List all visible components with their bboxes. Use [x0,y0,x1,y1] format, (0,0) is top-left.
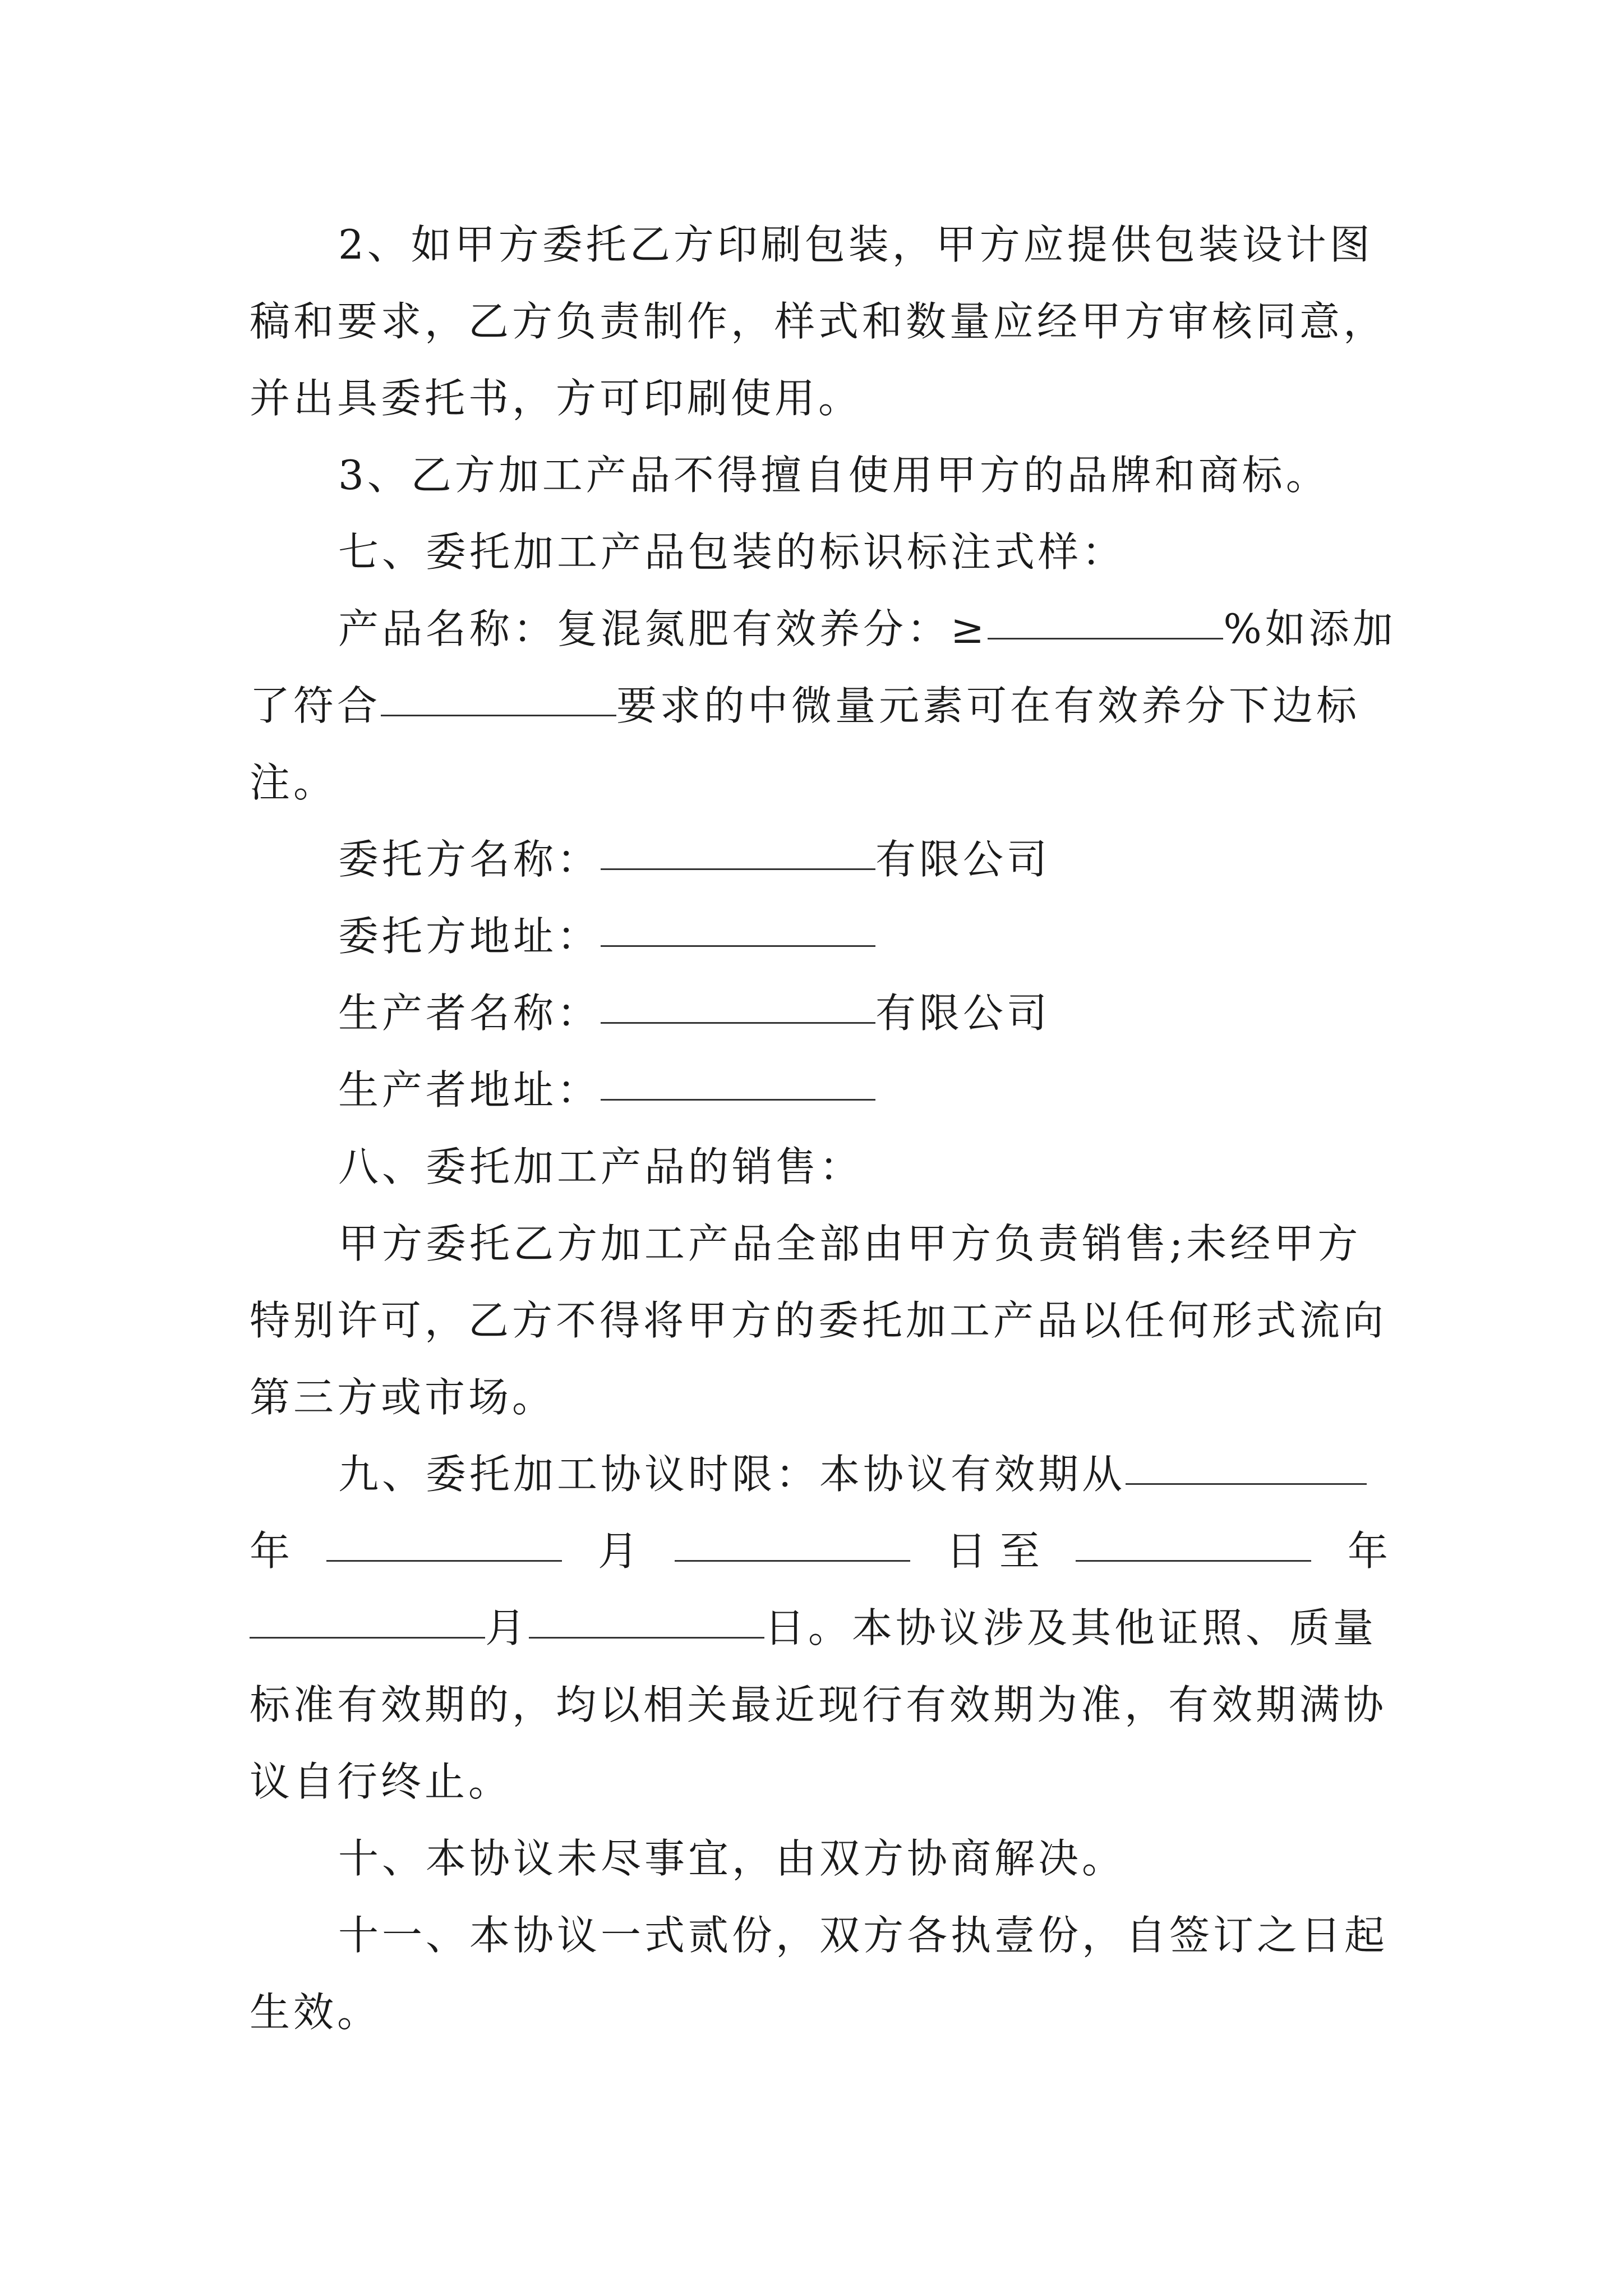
label-line [250,821,1388,898]
text: 3、乙方加工产品不得擅自使用甲方的品牌和商标。 [338,452,1330,499]
text: 七、委托加工产品包装的标识标注式样： [338,528,1126,576]
paragraph-line [250,1282,1388,1359]
paragraph-line [250,206,1388,283]
paragraph-line [250,1359,1388,1436]
label-line [250,975,1388,1052]
text: 注。 [250,759,338,806]
text: 了符合 [250,682,381,729]
text: 年 [1347,1527,1388,1575]
fill-blank [1076,1520,1311,1562]
fill-blank [601,982,875,1024]
text: 十、本协议未尽事宜，由双方协商解决。 [338,1835,1126,1882]
fill-blank [529,1596,764,1639]
paragraph-line [250,1436,1388,1513]
fill-blank [988,597,1223,639]
text: 月 [598,1527,639,1575]
text: 并出具委托书，方可印刷使用。 [250,375,863,422]
label-line [250,1052,1388,1129]
text: 稿和要求，乙方负责制作，样式和数量应经甲方审核同意， [250,298,1387,345]
fill-blank [675,1520,910,1562]
text: 生产者地址： [338,1066,601,1114]
paragraph-line [250,1820,1388,1897]
text: 日。本协议涉及其他证照、质量 [764,1604,1377,1651]
text: 有限公司 [875,836,1051,883]
text: 甲方委托乙方加工产品全部由甲方负责销售;未经甲方 [338,1220,1362,1267]
text: 日 至 [946,1527,1040,1575]
paragraph-line [250,1590,1388,1667]
fill-blank [601,1059,875,1101]
paragraph-line [250,360,1388,437]
section-heading [250,514,1388,591]
text: 委托方地址： [338,913,601,960]
text: 委托方名称： [338,836,601,883]
label-line [250,898,1388,975]
paragraph-line [250,283,1388,360]
text: 八、委托加工产品的销售： [338,1143,864,1190]
fill-blank [326,1520,562,1562]
text: %如添加 [1223,605,1396,652]
text: 生效。 [250,1989,381,2036]
paragraph-line [250,1897,1388,1974]
text: 议自行终止。 [250,1758,513,1805]
text: 要求的中微量元素可在有效养分下边标 [616,682,1361,729]
text: 九、委托加工协议时限：本协议有效期从 [338,1451,1126,1498]
text: 生产者名称： [338,990,601,1037]
paragraph-line [250,744,1388,821]
section-heading [250,1129,1388,1205]
fill-blank [250,1596,485,1639]
paragraph-line [250,1667,1388,1743]
text: 十一、本协议一式贰份，双方各执壹份，自签订之日起 [338,1912,1389,1959]
text: 第三方或市场。 [250,1374,556,1421]
fill-blank [601,905,875,947]
text: 产品名称：复混氮肥有效养分：≥ [338,605,988,652]
fill-blank [381,674,616,716]
paragraph-line [250,1205,1388,1282]
paragraph-line [250,437,1388,514]
paragraph-line [250,1743,1388,1820]
text: 月 [485,1604,529,1651]
text: 有限公司 [875,990,1051,1037]
date-line [250,1513,1388,1590]
paragraph-line [250,591,1396,668]
fill-blank [1126,1443,1367,1485]
document-body [250,206,1396,2051]
paragraph-line [250,668,1388,744]
text: 特别许可，乙方不得将甲方的委托加工产品以任何形式流向 [250,1297,1387,1344]
text: 标准有效期的，均以相关最近现行有效期为准，有效期满协 [250,1681,1387,1728]
text: 2、如甲方委托乙方印刷包装，甲方应提供包装设计图 [338,221,1373,268]
text: 年 [250,1527,291,1575]
fill-blank [601,828,875,870]
paragraph-line [250,1974,1388,2051]
